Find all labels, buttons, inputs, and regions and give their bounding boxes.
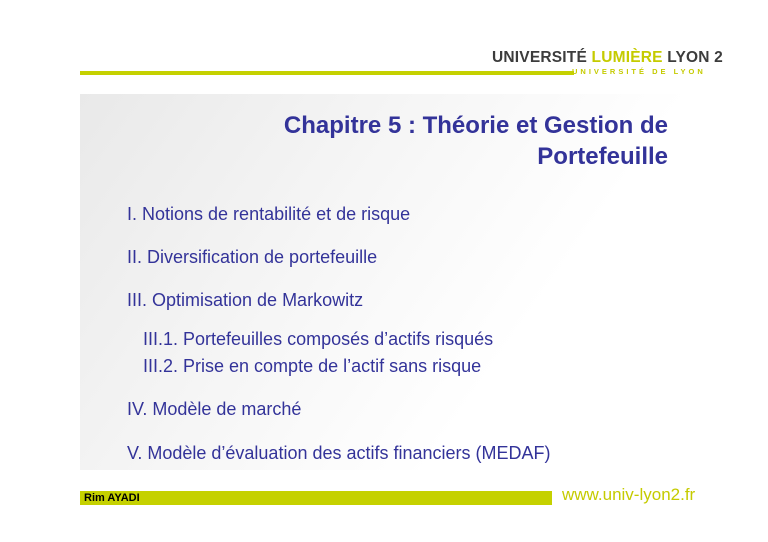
outline-item-1: I. Notions de rentabilité et de risque — [127, 204, 411, 224]
logo-text-universite: UNIVERSITÉ — [492, 49, 592, 66]
logo-text-lumiere: LUMIÈRE — [591, 49, 663, 66]
outline-item-4: IV. Modèle de marché — [127, 399, 302, 419]
outline-subitem-3-2: III.2. Prise en compte de l’actif sans risque — [143, 356, 482, 376]
outline-item-2: II. Diversification de portefeuille — [127, 247, 378, 267]
slide-title — [148, 110, 668, 172]
author-name: Rim AYADI — [84, 492, 140, 504]
logo-subtitle: UNIVERSITÉ DE LYON — [572, 67, 706, 76]
logo-wordmark — [492, 49, 723, 67]
outline-item-5: V. Modèle d’évaluation des actifs financiers (MEDAF) — [127, 443, 551, 463]
outline-item-3: III. Optimisation de Markowitz — [127, 290, 364, 310]
university-logo — [492, 49, 723, 79]
university-url: www.univ-lyon2.fr — [562, 485, 696, 504]
slide-title-line-2: Portefeuille — [537, 143, 668, 170]
slide-title-line-1: Chapitre 5 : Théorie et Gestion de — [283, 112, 668, 139]
logo-text-lyon: LYON 2 — [662, 49, 723, 66]
footer-bar — [80, 491, 552, 505]
outline-subitem-3-1: III.1. Portefeuilles composés d’actifs risqués — [143, 329, 494, 349]
